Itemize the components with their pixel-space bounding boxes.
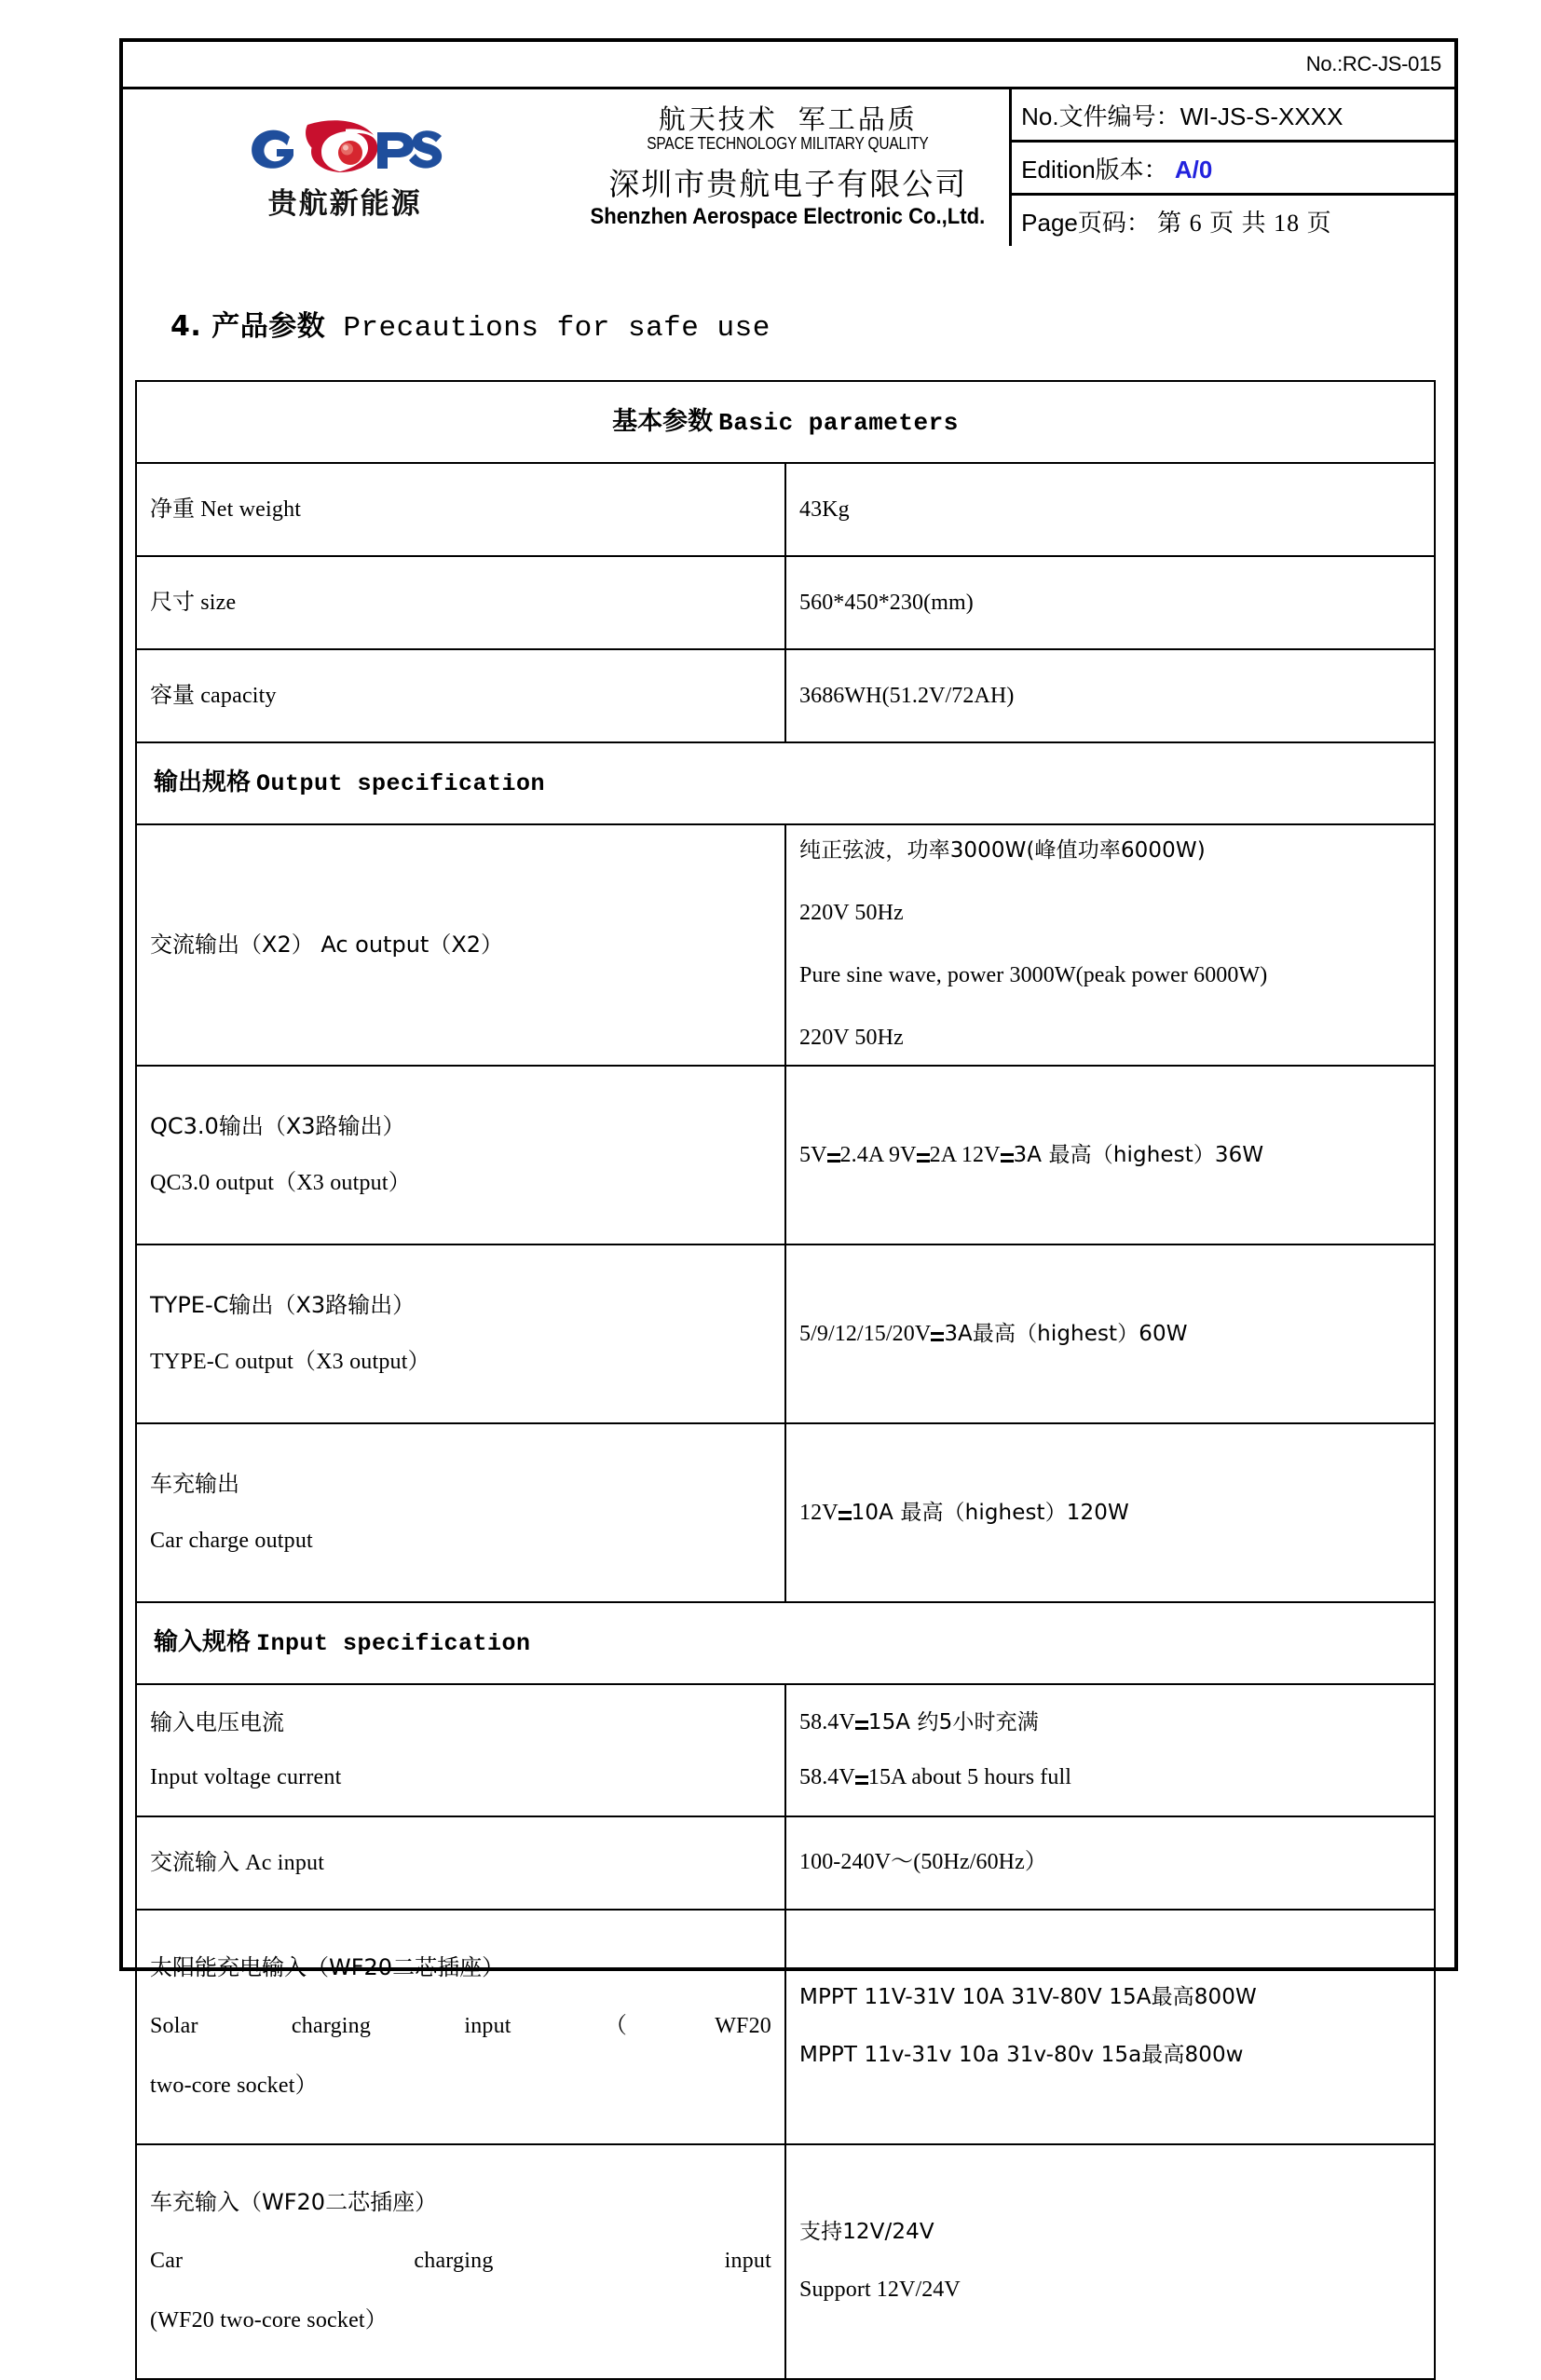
edition-field xyxy=(1012,142,1454,195)
label-capacity xyxy=(136,649,785,742)
doc-number-value: WI-JS-S-XXXX xyxy=(1180,102,1343,130)
doc-number-label: No.文件编号： xyxy=(1021,102,1180,130)
label-size-cn: 尺寸 xyxy=(150,589,195,616)
specifications-table xyxy=(135,380,1436,2380)
logo-brand-cn: 贵航新能源 xyxy=(267,186,422,221)
qc30-mid1: 2.4A 9V xyxy=(839,1142,917,1167)
table-row-car-input xyxy=(136,2144,1435,2379)
table-row-size xyxy=(136,556,1435,649)
company-name-cn: 深圳市贵航电子有限公司 xyxy=(608,166,968,203)
car-charge-out-pre: 12V xyxy=(799,1500,839,1525)
label-net-weight-cn: 净重 xyxy=(150,496,195,523)
label-size xyxy=(136,556,785,649)
section-input-cell xyxy=(136,1602,1435,1684)
section-input-en: Input specification xyxy=(256,1630,531,1658)
section-heading-cn: 4. 产品参数 xyxy=(170,310,326,343)
car-input-line1: 支持12V/24V xyxy=(799,2219,934,2244)
document-number-top: No.:RC-JS-015 xyxy=(123,42,1454,88)
label-typec-line1: TYPE-C输出（X3路输出） xyxy=(150,1292,416,1319)
table-section-output xyxy=(136,742,1435,824)
table-title-cn: 基本参数 xyxy=(612,407,714,436)
label-ac-output xyxy=(136,824,785,1066)
input-voltage-post1: 15A 约5小时充满 xyxy=(867,1709,1039,1734)
table-row-car-charge-output xyxy=(136,1423,1435,1602)
section-heading xyxy=(170,303,770,345)
header-docno-row xyxy=(123,42,1454,88)
slogan-cn-right: 军工品质 xyxy=(798,102,918,135)
label-ac-input-cn: 交流输入 xyxy=(150,1848,239,1875)
label-car-input xyxy=(136,2144,785,2379)
solar-input-line2: MPPT 11v-31v 10a 31v-80v 15a最高800w xyxy=(799,2043,1244,2067)
label-net-weight-en: Net weight xyxy=(200,497,302,523)
table-row-solar-input xyxy=(136,1910,1435,2144)
logo-cell xyxy=(123,88,566,247)
input-voltage-pre2: 58.4V xyxy=(799,1765,855,1789)
table-row-ac-output xyxy=(136,824,1435,1066)
table-row-capacity xyxy=(136,649,1435,742)
section-input-cn: 输入规格 xyxy=(154,1628,252,1657)
label-solar-input-line3: two-core socket） xyxy=(150,2073,318,2098)
value-car-charge-output xyxy=(785,1423,1435,1602)
page-label: Page页码： xyxy=(1021,208,1151,237)
label-qc30-line2: QC3.0 output（X3 output） xyxy=(150,1171,411,1196)
header-main-row xyxy=(123,88,1454,247)
label-typec xyxy=(136,1244,785,1423)
value-ac-input: 100-240V～(50Hz/60Hz） xyxy=(785,1816,1435,1910)
ac-output-line2: 220V 50Hz xyxy=(799,900,904,925)
label-ac-input xyxy=(136,1816,785,1910)
label-ac-input-en: Ac input xyxy=(245,1850,325,1875)
meta-row-edition xyxy=(1012,142,1454,195)
meta-row-page xyxy=(1012,195,1454,247)
input-voltage-pre1: 58.4V xyxy=(799,1709,855,1734)
section-output-cn: 输出规格 xyxy=(154,768,252,797)
company-name-en: Shenzhen Aerospace Electronic Co.,Ltd. xyxy=(590,204,986,230)
table-section-input xyxy=(136,1602,1435,1684)
document-header xyxy=(123,42,1454,246)
page-field xyxy=(1012,195,1454,247)
value-qc30 xyxy=(785,1066,1435,1244)
slogan-cn-left: 航天技术 xyxy=(658,102,778,135)
value-car-input xyxy=(785,2144,1435,2379)
label-capacity-cn: 容量 xyxy=(150,682,195,709)
label-solar-input-line2: Solar charging input （WF20 xyxy=(150,2014,771,2039)
label-typec-line2: TYPE-C output（X3 output） xyxy=(150,1350,430,1375)
company-logo xyxy=(123,116,566,222)
label-car-input-line1: 车充输入（WF20二芯插座） xyxy=(150,2189,438,2216)
ac-output-line3: Pure sine wave, power 3000W(peak power 6000W) xyxy=(799,962,1268,987)
label-car-input-line3: (WF20 two-core socket） xyxy=(150,2307,388,2332)
label-input-voltage-line1: 输入电压电流 xyxy=(150,1708,284,1735)
car-input-line2: Support 12V/24V xyxy=(799,2278,961,2303)
value-size: 560*450*230(mm) xyxy=(785,556,1435,649)
label-capacity-en: capacity xyxy=(200,684,277,709)
input-voltage-line2 xyxy=(799,1761,1421,1795)
section-output-cell xyxy=(136,742,1435,824)
input-voltage-post2: 15A about 5 hours full xyxy=(867,1765,1072,1789)
table-row-input-voltage xyxy=(136,1684,1435,1816)
car-charge-out-post: 10A 最高（highest）120W xyxy=(851,1500,1129,1525)
value-solar-input xyxy=(785,1910,1435,2144)
section-heading-en: Precautions for safe use xyxy=(343,312,770,345)
edition-label: Edition版本： xyxy=(1021,155,1168,184)
label-size-en: size xyxy=(200,591,237,616)
label-qc30-line1: QC3.0输出（X3路输出） xyxy=(150,1113,405,1140)
label-solar-input xyxy=(136,1910,785,2144)
header-meta-cell xyxy=(1011,88,1454,247)
label-qc30 xyxy=(136,1066,785,1244)
ac-output-line1: 纯正弦波，功率3000W(峰值功率6000W) xyxy=(799,838,1206,864)
solar-input-line1: MPPT 11V-31V 10A 31V-80V 15A最高800W xyxy=(799,1985,1257,2010)
qc30-pre: 5V xyxy=(799,1142,827,1167)
typec-pre: 5/9/12/15/20V xyxy=(799,1321,932,1346)
meta-row-docno xyxy=(1012,89,1454,142)
qc30-mid2: 2A 12V xyxy=(929,1142,1001,1167)
value-typec xyxy=(785,1244,1435,1423)
table-title-row xyxy=(136,381,1435,463)
label-ac-output-text: 交流输出（X2） Ac output（X2） xyxy=(150,931,504,958)
table-title-en: Basic parameters xyxy=(718,409,959,437)
table-row-net-weight xyxy=(136,463,1435,556)
table-row-ac-input xyxy=(136,1816,1435,1910)
header-meta-table xyxy=(1012,89,1454,246)
value-net-weight: 43Kg xyxy=(785,463,1435,556)
value-input-voltage xyxy=(785,1684,1435,1816)
gpsc-logo-icon xyxy=(238,116,452,176)
qc30-post: 3A 最高（highest）36W xyxy=(1013,1142,1264,1167)
value-ac-output xyxy=(785,824,1435,1066)
value-capacity: 3686WH(51.2V/72AH) xyxy=(785,649,1435,742)
label-input-voltage-line2: Input voltage current xyxy=(150,1765,342,1789)
table-title-cell xyxy=(136,381,1435,463)
company-title-cell xyxy=(566,88,1010,247)
ac-output-line4: 220V 50Hz xyxy=(799,1026,904,1051)
input-voltage-line1 xyxy=(799,1706,1421,1740)
label-car-charge-output-line2: Car charge output xyxy=(150,1529,313,1554)
label-car-charge-output xyxy=(136,1423,785,1602)
label-car-charge-output-line1: 车充输出 xyxy=(150,1471,239,1498)
table-row-typec xyxy=(136,1244,1435,1423)
edition-value: A/0 xyxy=(1174,155,1213,184)
label-car-input-line2: Car charging input xyxy=(150,2249,771,2274)
slogan-english: SPACE TECHNOLOGY MILITARY QUALITY xyxy=(647,134,929,154)
label-net-weight xyxy=(136,463,785,556)
section-output-en: Output specification xyxy=(256,770,546,798)
table-row-qc30 xyxy=(136,1066,1435,1244)
slogan-chinese xyxy=(566,102,1009,135)
doc-number-field xyxy=(1012,89,1454,142)
label-solar-input-line1: 太阳能充电输入（WF20二芯插座） xyxy=(150,1954,505,1981)
typec-post: 3A最高（highest）60W xyxy=(944,1321,1188,1346)
label-input-voltage xyxy=(136,1684,785,1816)
page-value: 第 6 页 共 18 页 xyxy=(1157,209,1332,237)
